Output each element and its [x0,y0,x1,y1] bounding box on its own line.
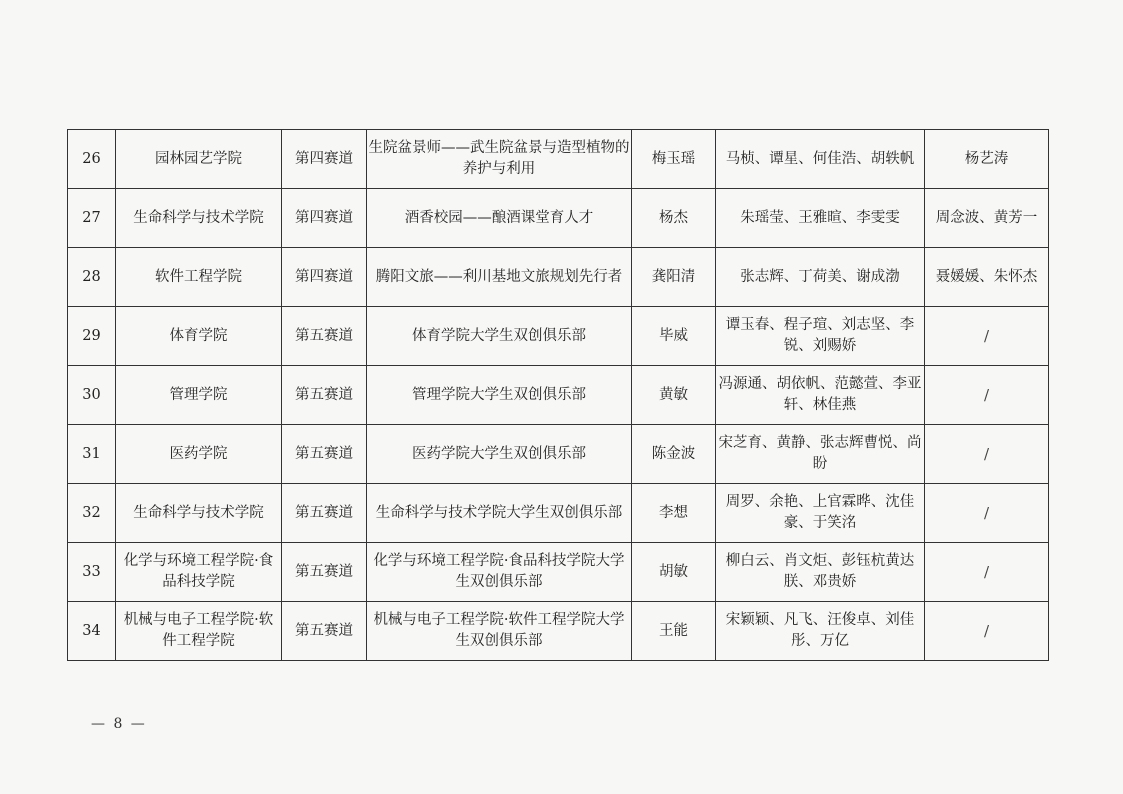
cell-college: 生命科学与技术学院 [116,484,282,543]
page-number: — 8 — [91,716,147,732]
table-row [68,484,1049,543]
cell-college: 化学与环境工程学院·食品科技学院 [116,543,282,602]
cell-track: 第五赛道 [282,307,367,366]
cell-no: 29 [68,307,116,366]
cell-track: 第五赛道 [282,366,367,425]
cell-project: 生院盆景师——武生院盆景与造型植物的养护与利用 [367,130,632,189]
cell-college: 管理学院 [116,366,282,425]
cell-no: 27 [68,189,116,248]
table-row [68,543,1049,602]
cell-leader: 王能 [632,602,716,661]
cell-advisor: 周念波、黄芳一 [925,189,1049,248]
cell-no: 26 [68,130,116,189]
cell-members: 张志辉、丁荷美、谢成渤 [716,248,925,307]
table-row [68,189,1049,248]
cell-no: 34 [68,602,116,661]
cell-members: 宋芝育、黄静、张志辉曹悦、尚盼 [716,425,925,484]
cell-advisor: / [925,425,1049,484]
table-row [68,248,1049,307]
cell-project: 体育学院大学生双创俱乐部 [367,307,632,366]
cell-project: 酒香校园——酿酒课堂育人才 [367,189,632,248]
table-row [68,602,1049,661]
cell-track: 第四赛道 [282,248,367,307]
cell-members: 周罗、余艳、上官霖晔、沈佳豪、于笑洺 [716,484,925,543]
cell-track: 第五赛道 [282,602,367,661]
cell-college: 软件工程学院 [116,248,282,307]
cell-no: 33 [68,543,116,602]
cell-college: 生命科学与技术学院 [116,189,282,248]
table-row [68,307,1049,366]
cell-no: 31 [68,425,116,484]
cell-project: 化学与环境工程学院·食品科技学院大学生双创俱乐部 [367,543,632,602]
cell-leader: 毕威 [632,307,716,366]
cell-project: 机械与电子工程学院·软件工程学院大学生双创俱乐部 [367,602,632,661]
cell-members: 宋颖颖、凡飞、汪俊卓、刘佳彤、万亿 [716,602,925,661]
cell-project: 管理学院大学生双创俱乐部 [367,366,632,425]
cell-college: 体育学院 [116,307,282,366]
cell-advisor: 杨艺涛 [925,130,1049,189]
table-body [68,130,1049,661]
cell-advisor: / [925,602,1049,661]
cell-advisor: / [925,307,1049,366]
cell-track: 第五赛道 [282,425,367,484]
table-row [68,425,1049,484]
award-table [67,129,1049,661]
cell-project: 生命科学与技术学院大学生双创俱乐部 [367,484,632,543]
cell-college: 医药学院 [116,425,282,484]
cell-track: 第四赛道 [282,130,367,189]
cell-no: 30 [68,366,116,425]
cell-members: 马桢、谭星、何佳浩、胡轶帆 [716,130,925,189]
cell-college: 园林园艺学院 [116,130,282,189]
cell-advisor: / [925,366,1049,425]
cell-members: 冯源通、胡依帆、范懿萱、李亚轩、林佳燕 [716,366,925,425]
cell-project: 医药学院大学生双创俱乐部 [367,425,632,484]
cell-advisor: / [925,484,1049,543]
table-row [68,366,1049,425]
cell-leader: 黄敏 [632,366,716,425]
cell-members: 柳白云、肖文炬、彭钰杭黄达朕、邓贵娇 [716,543,925,602]
cell-members: 朱瑶莹、王雅暄、李雯雯 [716,189,925,248]
cell-members: 谭玉春、程子瑄、刘志坚、李锐、刘赐娇 [716,307,925,366]
cell-leader: 杨杰 [632,189,716,248]
cell-leader: 胡敏 [632,543,716,602]
cell-leader: 梅玉瑶 [632,130,716,189]
cell-no: 32 [68,484,116,543]
cell-no: 28 [68,248,116,307]
cell-advisor: 聂媛媛、朱怀杰 [925,248,1049,307]
cell-advisor: / [925,543,1049,602]
cell-college: 机械与电子工程学院·软件工程学院 [116,602,282,661]
cell-leader: 陈金波 [632,425,716,484]
cell-track: 第五赛道 [282,484,367,543]
cell-track: 第五赛道 [282,543,367,602]
cell-track: 第四赛道 [282,189,367,248]
cell-project: 腾阳文旅——利川基地文旅规划先行者 [367,248,632,307]
cell-leader: 李想 [632,484,716,543]
table-row [68,130,1049,189]
cell-leader: 龚阳清 [632,248,716,307]
